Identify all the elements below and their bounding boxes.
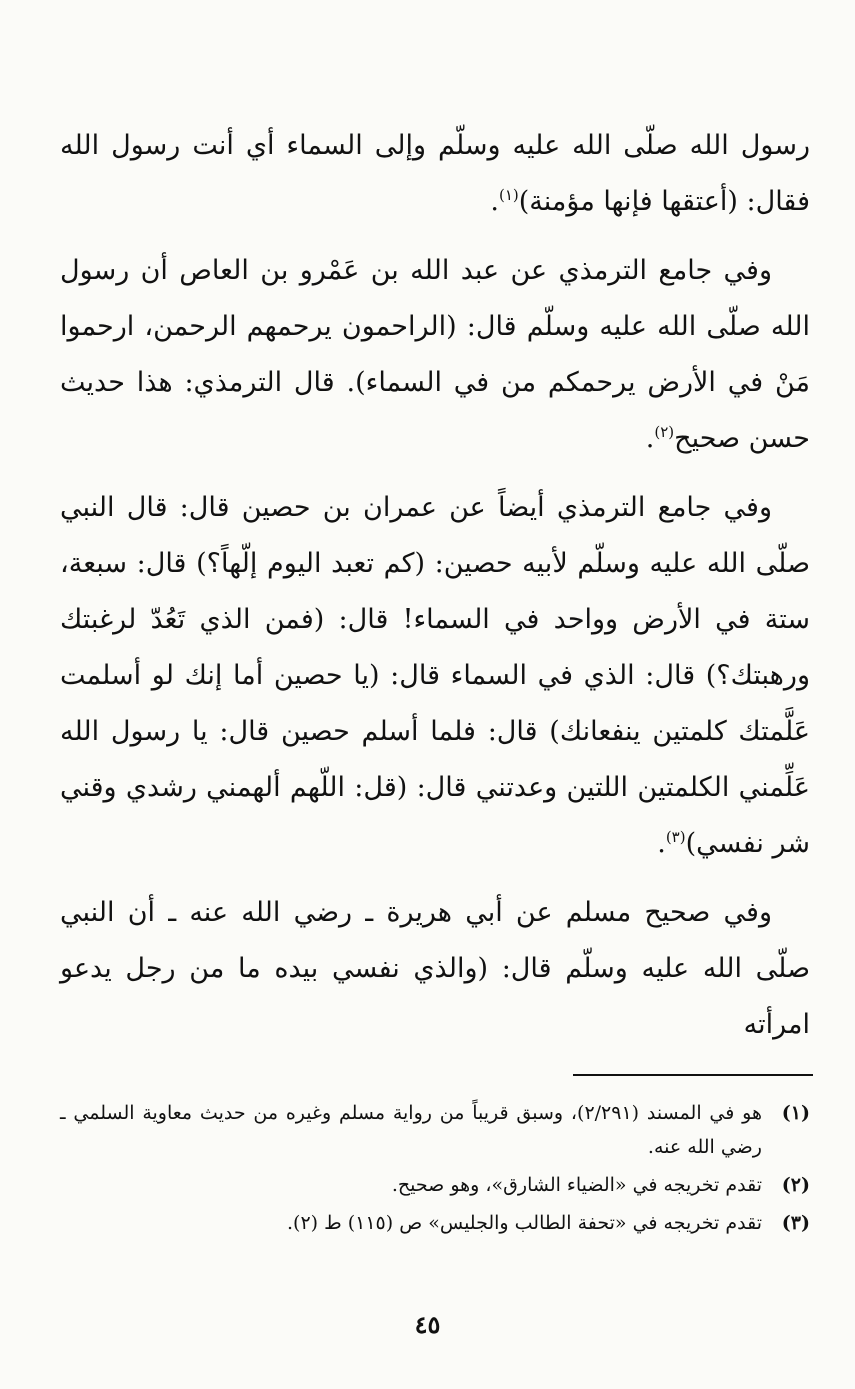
footnote-2 [60, 1168, 810, 1202]
paragraph-2-end: . [645, 423, 655, 454]
paragraph-2 [60, 243, 810, 467]
footnote-ref-1: (١) [498, 186, 519, 204]
footnote-3 [60, 1206, 810, 1240]
paragraph-2-text: وفي جامع الترمذي عن عبد الله بن عَمْرو بن العاص أن رسول الله صلّى الله عليه وسلّم قال: (الراحمون يرحمهم الرحمن، ارحموا مَنْ في الأرض يرحمكم من في السماء). قال الترمذي: هذا حديث حسن صحيح [60, 255, 810, 454]
paragraph-3 [60, 480, 810, 872]
paragraph-4-text: وفي صحيح مسلم عن أبي هريرة ـ رضي الله عنه ـ أن النبي صلّى الله عليه وسلّم قال: (والذي نفسي بيده ما من رجل يدعو امرأته [60, 897, 810, 1040]
footnote-number: (٣) [781, 1212, 810, 1234]
paragraph-1 [60, 118, 810, 230]
footnotes [60, 1096, 810, 1244]
footnote-ref-2: (٢) [654, 423, 675, 441]
paragraph-1-end: . [490, 186, 499, 217]
paragraph-1-text: رسول الله صلّى الله عليه وسلّم وإلى السماء أي أنت رسول الله فقال: (أعتقها فإنها مؤمنة) [60, 130, 810, 217]
footnote-ref-3: (٣) [665, 828, 686, 846]
footnote-text: تقدم تخريجه في «تحفة الطالب والجليس» ص (١١٥) ط (٢). [286, 1212, 762, 1234]
paragraph-4 [60, 885, 810, 1053]
footnote-1 [60, 1096, 810, 1164]
footnote-number: (١) [781, 1102, 810, 1124]
page-number: ٤٥ [414, 1310, 441, 1339]
footnote-divider [573, 1074, 813, 1076]
footnote-text: هو في المسند (٢/٢٩١)، وسبق قريباً من رواية مسلم وغيره من حديث معاوية السلمي ـ رضي الله عنه. [60, 1102, 762, 1158]
main-text [60, 118, 810, 1066]
paragraph-3-text: وفي جامع الترمذي أيضاً عن عمران بن حصين قال: قال النبي صلّى الله عليه وسلّم لأبيه حصين: (كم تعبد اليوم إلّهاً؟) قال: سبعة، ستة في الأرض وواحد في السماء! قال: (فمن الذي تَعُدّ لرغبتك ورهبتك؟) قال: الذي في السماء قال: (يا حصين أما إنك لو أسلمت عَلَّمتك كلمتين ينفعانك) قال: فلما أسلم حصين قال: يا رسول الله عَلِّمني الكلمتين اللتين وعدتني قال: (قل: اللّهم ألهمني رشدي وقني شر نفسي) [60, 492, 810, 859]
paragraph-3-end: . [657, 828, 666, 859]
footnote-text: تقدم تخريجه في «الضياء الشارق»، وهو صحيح. [391, 1174, 762, 1196]
footnote-number: (٢) [781, 1174, 810, 1196]
